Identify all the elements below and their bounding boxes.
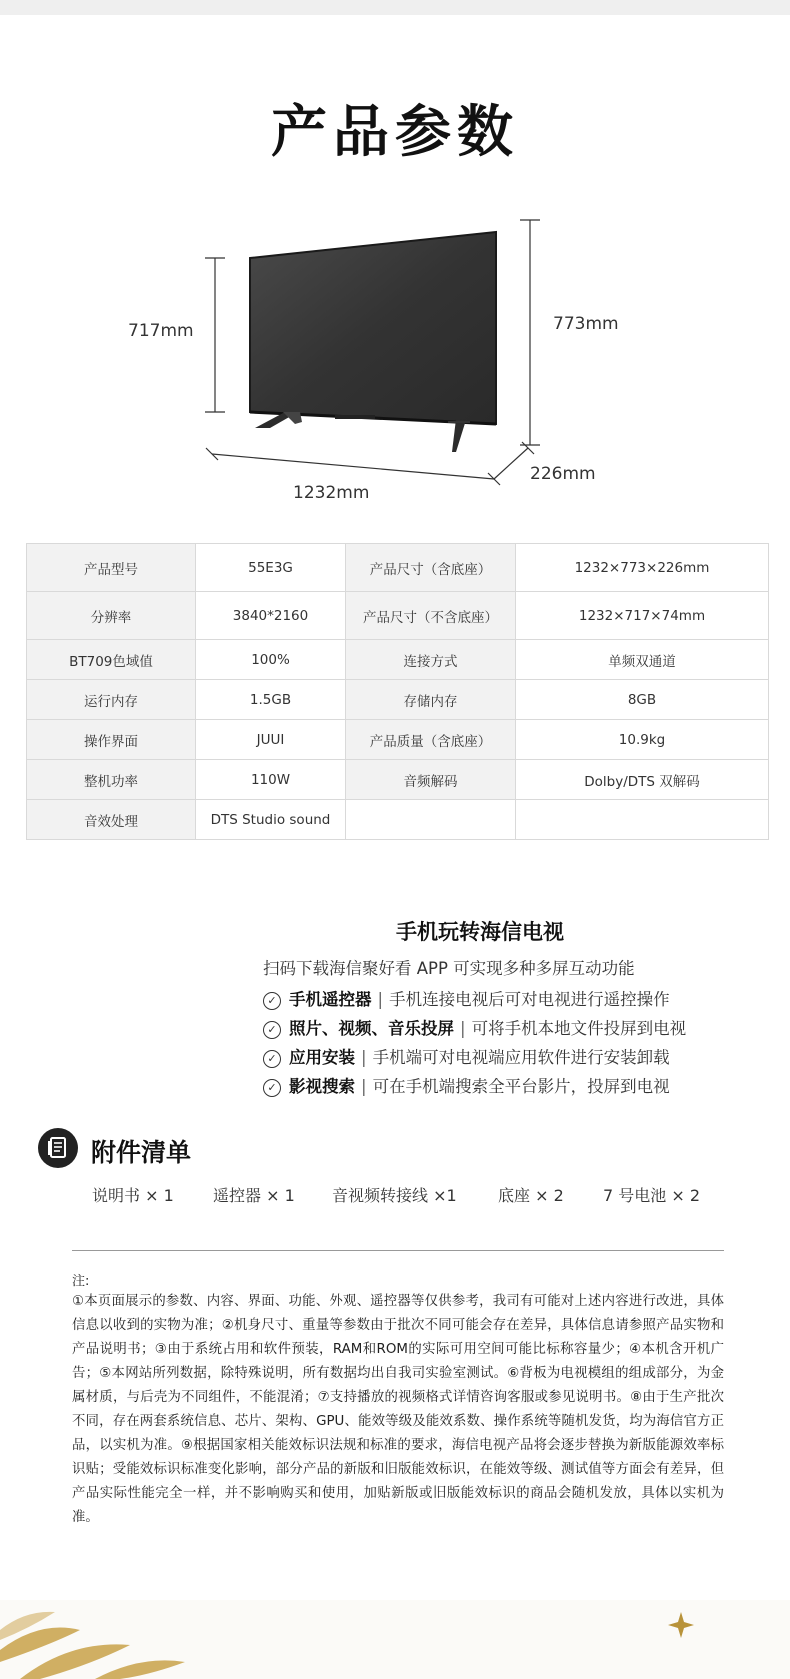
tv-stand-right [452,419,466,452]
spec-value: 110W [196,760,346,800]
spec-label: 音频解码 [346,760,516,800]
spec-label: 整机功率 [27,760,196,800]
table-row [27,720,769,760]
feature-item [263,1073,670,1097]
feature-item [263,986,670,1010]
feature-desc: 手机端可对电视端应用软件进行安装卸载 [372,1048,670,1067]
spec-label: 产品质量（含底座） [346,720,516,760]
top-strip [0,0,790,15]
accessory-item: 7 号电池 × 2 [603,1186,701,1205]
feature-desc: 可在手机端搜索全平台影片，投屏到电视 [372,1077,670,1096]
feature-item [263,1044,670,1068]
feature-name: 应用安装 [289,1048,355,1067]
check-circle-icon: ✓ [263,1021,281,1039]
spec-table [26,543,769,840]
separator: | [377,990,384,1009]
table-row [27,680,769,720]
feature-desc: 可将手机本地文件投屏到电视 [471,1019,687,1038]
dimension-width: 1232mm [293,483,370,503]
spec-label: 产品型号 [27,544,196,592]
dimension-height-no-stand: 717mm [128,321,194,341]
spec-value: 3840*2160 [196,592,346,640]
spec-label: 连接方式 [346,640,516,680]
feature-name: 影视搜索 [289,1077,355,1096]
spec-label: BT709色域值 [27,640,196,680]
spec-empty-cell [346,800,516,840]
decorative-footer [0,1600,790,1679]
spec-label: 产品尺寸（不含底座） [346,592,516,640]
accessory-item: 遥控器 × 1 [213,1186,295,1205]
table-row [27,544,769,592]
table-row [27,760,769,800]
spec-value: 1.5GB [196,680,346,720]
accessories-title: 附件清单 [91,1138,192,1167]
table-row [27,592,769,640]
page-title: 产品参数 [271,100,519,165]
spec-label: 分辨率 [27,592,196,640]
separator: | [361,1048,367,1067]
document-list-icon [38,1128,78,1168]
spec-label: 音效处理 [27,800,196,840]
table-row [27,640,769,680]
dimension-height-with-stand: 773mm [553,314,619,334]
spec-label: 存储内存 [346,680,516,720]
feature-name: 手机遥控器 [289,990,372,1009]
check-circle-icon: ✓ [263,1079,281,1097]
app-section-title: 手机玩转海信电视 [396,920,564,944]
table-row [27,800,769,840]
accessory-item: 说明书 × 1 [92,1186,174,1205]
spec-label: 操作界面 [27,720,196,760]
accessory-item: 音视频转接线 ×1 [332,1186,457,1205]
spec-value: Dolby/DTS 双解码 [516,760,769,800]
spec-value: 单频双通道 [516,640,769,680]
separator: | [460,1019,466,1038]
spec-empty-cell [516,800,769,840]
feature-desc: 手机连接电视后可对电视进行遥控操作 [389,990,670,1009]
check-circle-icon: ✓ [263,992,281,1010]
notes-body: ①本页面展示的参数、内容、界面、功能、外观、遥控器等仅供参考，我司有可能对上述内容进行改进，具体信息以收到的实物为准；②机身尺寸、重量等参数由于批次不同可能会存在差异，具体信息请参照产品实物和产品说明书；③由于系统占用和软件预装，RAM和ROM的实际可用空间可能比标称容量少；④本机含开机广告；⑤本网站所列数据，除特殊说明，所有数据均出自我司实验室测试。⑥背板为电视模组的组成部分，为金属材质，与后壳为不同组件，不能混淆；⑦支持播放的视频格式详情咨询客服或参见说明书。⑧由于生产批次不同，存在两套系统信息、芯片、架构、GPU、能效等级及能效系数、操作系统等随机发货，均为海信官方正品，以实机为准。⑨根据国家相关能效标识法规和标准的要求，海信电视产品将会逐步替换为新版能源效率标识贴；受能效标识标准变化影响，部分产品的新版和旧版能效标识，在能效等级、测试值等方面会有差异，但产品实际性能完全一样，并不影响购买和使用，加贴新版或旧版能效标识的商品会随机发放，具体以实机为准。 [72,1294,724,1525]
spec-label: 产品尺寸（含底座） [346,544,516,592]
spec-value: JUUI [196,720,346,760]
accessory-item: 底座 × 2 [498,1186,564,1205]
spec-label: 运行内存 [27,680,196,720]
tv-dimension-diagram [0,200,790,510]
spec-value: 55E3G [196,544,346,592]
app-section-intro: 扫码下载海信聚好看 APP 可实现多种多屏互动功能 [263,959,635,978]
spec-value: 8GB [516,680,769,720]
check-circle-icon: ✓ [263,1050,281,1068]
spec-value: 1232×717×74mm [516,592,769,640]
spec-value: 10.9kg [516,720,769,760]
feature-name: 照片、视频、音乐投屏 [289,1019,454,1038]
divider [72,1250,724,1251]
separator: | [361,1077,367,1096]
dimension-depth: 226mm [530,464,596,484]
spec-value: 100% [196,640,346,680]
tv-screen [250,232,496,424]
spec-value: 1232×773×226mm [516,544,769,592]
notes-label: 注: [72,1274,90,1289]
spec-value: DTS Studio sound [196,800,346,840]
feature-item [263,1015,686,1039]
